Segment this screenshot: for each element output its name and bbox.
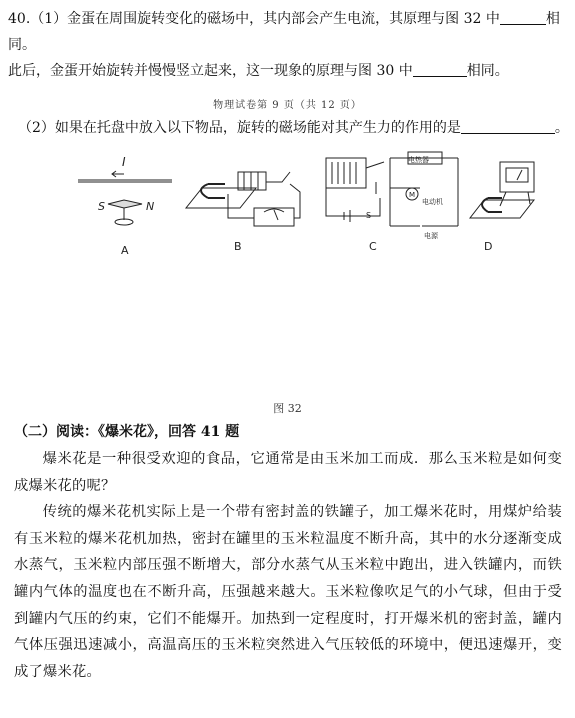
power-label: 电源 xyxy=(424,232,438,240)
panel-b-apparatus xyxy=(186,172,300,226)
pole-n-label: N xyxy=(146,200,155,213)
section-title: （二）阅读：《爆米花》，回答 41 题 xyxy=(14,424,240,440)
reading-paragraph-2: 传统的爆米花机实际上是一个带有密封盖的铁罐子，加工爆米花时，用煤炉给装有玉米粒的爆米花机加热，密封在罐里的玉米粒温度不断升高，其中的水分逐渐变成水蒸气，玉米粒内部压强不断增大，部分水蒸气从玉米粒中跑出，进入铁罐内，而铁罐内气体的温度也在不断升高，压强越来越大。玉米粒像吹足气的小气球，但由于受到罐内气压的约束，它们不能爆开。加热到一定程度时，打开爆米机的密封盖，罐内气体压强迅速减小，高温高压的玉米粒突然进入气压较低的环境中，便迅速爆开，变成了爆米花。 xyxy=(14,504,562,680)
question-40-part2 xyxy=(18,118,569,138)
answer-blank-1[interactable] xyxy=(500,10,546,25)
answer-blank-3[interactable] xyxy=(461,119,555,134)
label-d: D xyxy=(484,240,493,253)
reading-passage xyxy=(14,446,562,685)
pole-s-label: S xyxy=(98,200,105,213)
q40-part2-end: 。 xyxy=(554,120,569,136)
heater-label: 电热器 xyxy=(408,156,429,164)
motor-symbol: M xyxy=(409,191,416,199)
current-label: I xyxy=(122,155,126,169)
motor-label: 电动机 xyxy=(422,198,443,206)
figure-32 xyxy=(60,148,540,268)
q40-part2-text: （2）如果在托盘中放入以下物品，旋转的磁场能对其产生力的作用的是 xyxy=(18,120,461,136)
q40-text-d: 相同。 xyxy=(466,63,509,79)
panel-a-wire-compass xyxy=(78,171,172,225)
label-b: B xyxy=(234,240,242,253)
figure-caption: 图 32 xyxy=(273,402,302,415)
switch-label: S xyxy=(366,211,372,220)
question-40-part1 xyxy=(8,6,568,84)
answer-blank-2[interactable] xyxy=(413,62,467,77)
reading-paragraph-1: 爆米花是一种很受欢迎的食品，它通常是由玉米加工而成．那么玉米粒是如何变成爆米花的呢？ xyxy=(14,451,562,494)
page-header: 物理试卷第 9 页（共 12 页） xyxy=(213,100,362,111)
panel-d-galvanometer xyxy=(470,162,534,218)
q40-text-b: 相同。 xyxy=(8,11,560,53)
label-c: C xyxy=(369,240,377,253)
panel-c-relay xyxy=(326,152,458,226)
label-a: A xyxy=(121,244,129,257)
q40-text-c: 此后，金蛋开始旋转并慢慢竖立起来，这一现象的原理与图 30 中 xyxy=(8,63,413,79)
q40-text-a: 40.（1）金蛋在周围旋转变化的磁场中，其内部会产生电流，其原理与图 32 中 xyxy=(8,11,500,27)
